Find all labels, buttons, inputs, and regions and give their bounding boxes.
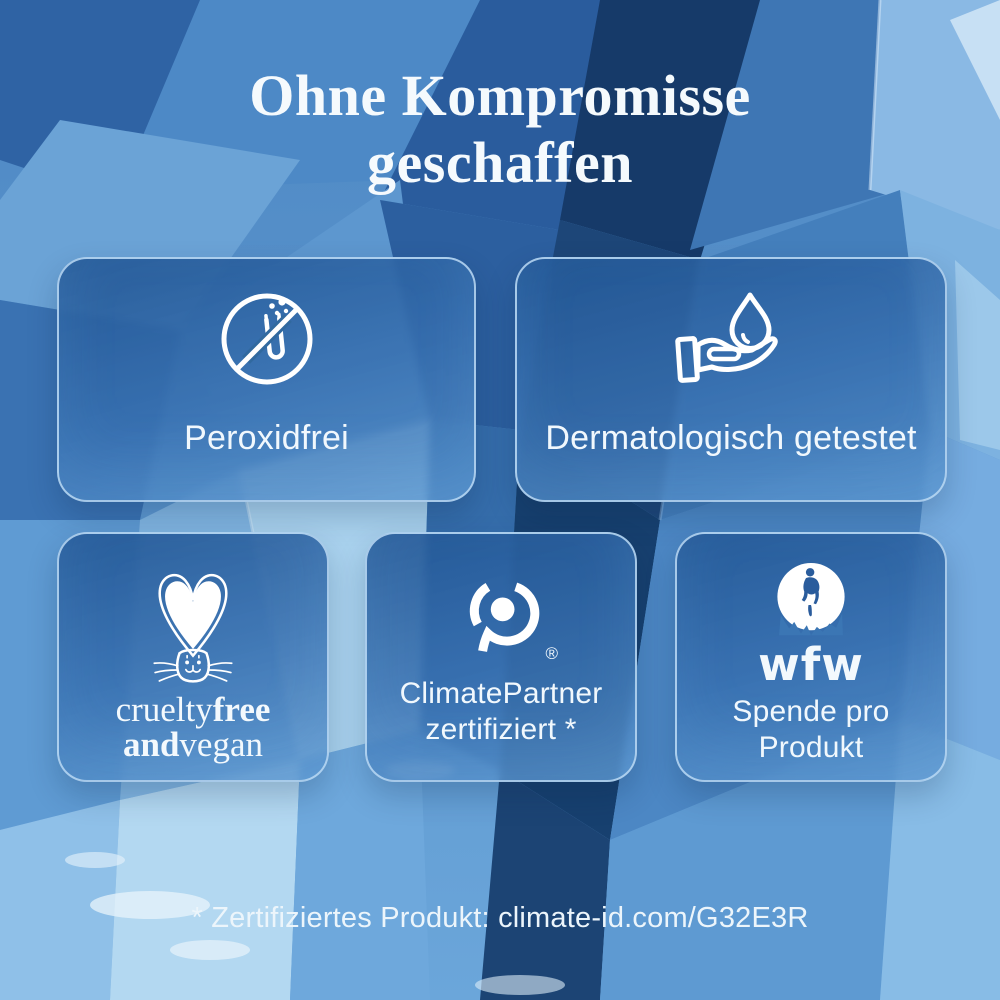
- peta-word-and: and: [122, 725, 180, 764]
- certification-footnote: * Zertifiziertes Produkt: climate-id.com/G32E3R: [191, 902, 809, 934]
- peta-bunny-heart-icon: [134, 558, 252, 686]
- page-title-line1: Ohne Kompromisse: [249, 63, 751, 128]
- card-wfw-donation: [675, 532, 947, 782]
- climatepartner-spiral-logo: [456, 568, 546, 672]
- card-dermatologically-tested-label: Dermatologisch getestet: [545, 419, 917, 457]
- climatepartner-label: [400, 676, 603, 748]
- page-title-line2: geschaffen: [367, 130, 633, 196]
- card-peroxide-free-label: Peroxidfrei: [184, 419, 349, 457]
- page-title: [0, 62, 1000, 197]
- peta-word-cruelty: cruelty: [115, 690, 213, 729]
- water-drop-on-hand-icon: [670, 289, 792, 389]
- climatepartner-label-line2: zertifiziert *: [425, 713, 577, 746]
- wfw-person-circle-logo: [769, 558, 853, 642]
- card-cruelty-free-vegan: [57, 532, 329, 782]
- card-dermatologically-tested: [515, 257, 947, 502]
- peta-word-vegan: vegan: [179, 725, 263, 764]
- wfw-wordmark: wfw: [758, 638, 864, 691]
- climatepartner-label-line1: ClimatePartner: [399, 677, 603, 710]
- peta-wordmark: [116, 692, 271, 762]
- no-peroxide-icon: [217, 289, 317, 389]
- peta-word-free: free: [212, 690, 271, 729]
- wfw-label-line1: Spende pro: [732, 695, 890, 728]
- wfw-label-line2: Produkt: [758, 731, 864, 764]
- card-peroxide-free: [57, 257, 476, 502]
- wfw-label: [732, 694, 889, 766]
- card-climatepartner-certified: [365, 532, 637, 782]
- registered-trademark-symbol: ®: [545, 644, 558, 663]
